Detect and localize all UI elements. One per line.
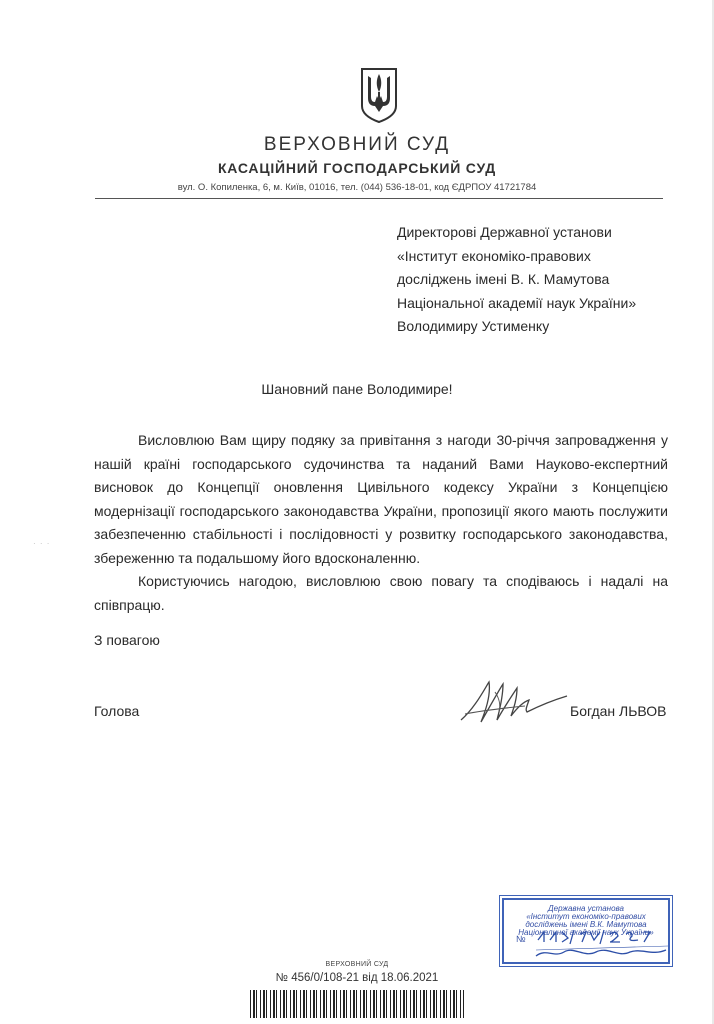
court-name: ВЕРХОВНИЙ СУД (263, 134, 451, 155)
stamp-number-label: № (516, 934, 526, 944)
letter-body (94, 429, 668, 617)
trident-emblem-icon (358, 66, 400, 124)
stamp-line: «Інститут економіко-правових (526, 912, 646, 921)
registration-stamp (502, 898, 670, 964)
registration-court: ВЕРХОВНИЙ СУД (325, 961, 389, 968)
barcode (250, 990, 464, 1024)
margin-mark: · · · (33, 539, 51, 548)
signer-name: Богдан ЛЬВОВ (570, 703, 667, 719)
closing: З повагою (94, 632, 160, 648)
handwritten-signature (455, 668, 575, 730)
body-paragraph: Висловлюю Вам щиру подяку за привітання з нагоди 30-річчя запровадження у нашій країні господарського судочинства та наданий Вами Науково-експертний висновок до Концепції оновлення Цивільного кодексу України з Концепцією модернізації господарського законодавства України, пропозиції якого мають послужити забезпеченню стабільності і послідовності у розвитку господарського законодавства, збереженню та подальшому його вдосконаленню. (94, 432, 668, 566)
body-paragraph: Користуючись нагодою, висловлюю свою повагу та сподіваюсь і надалі на співпрацю. (94, 573, 668, 613)
recipient-line: Володимиру Устименку (397, 318, 550, 334)
stamp-line: Державна установа (548, 904, 624, 913)
salutation: Шановний пане Володимире! (261, 381, 453, 397)
stamp-line: Національної академії наук України» (518, 928, 654, 937)
court-address: вул. О. Копиленка, 6, м. Київ, 01016, тел. (044) 536-18-01, код ЄДРПОУ 41721784 (177, 182, 537, 193)
header-divider (95, 198, 663, 199)
recipient-line: «Інститут економіко-правових (397, 247, 591, 264)
recipient-block (397, 221, 667, 339)
stamp-line: досліджень імені В.К. Мамутова (525, 920, 647, 929)
recipient-line: Національної академії наук України» (397, 294, 637, 311)
recipient-line: досліджень імені В. К. Мамутова (397, 271, 610, 287)
registration-number: № 456/0/108-21 від 18.06.2021 (275, 972, 439, 984)
court-subtitle: КАСАЦІЙНИЙ ГОСПОДАРСЬКИЙ СУД (217, 160, 497, 176)
signer-position: Голова (94, 703, 140, 719)
recipient-line: Директорові Державної установи (397, 224, 612, 240)
barcode-bars (250, 990, 464, 1018)
stamp-handwriting (534, 928, 670, 962)
